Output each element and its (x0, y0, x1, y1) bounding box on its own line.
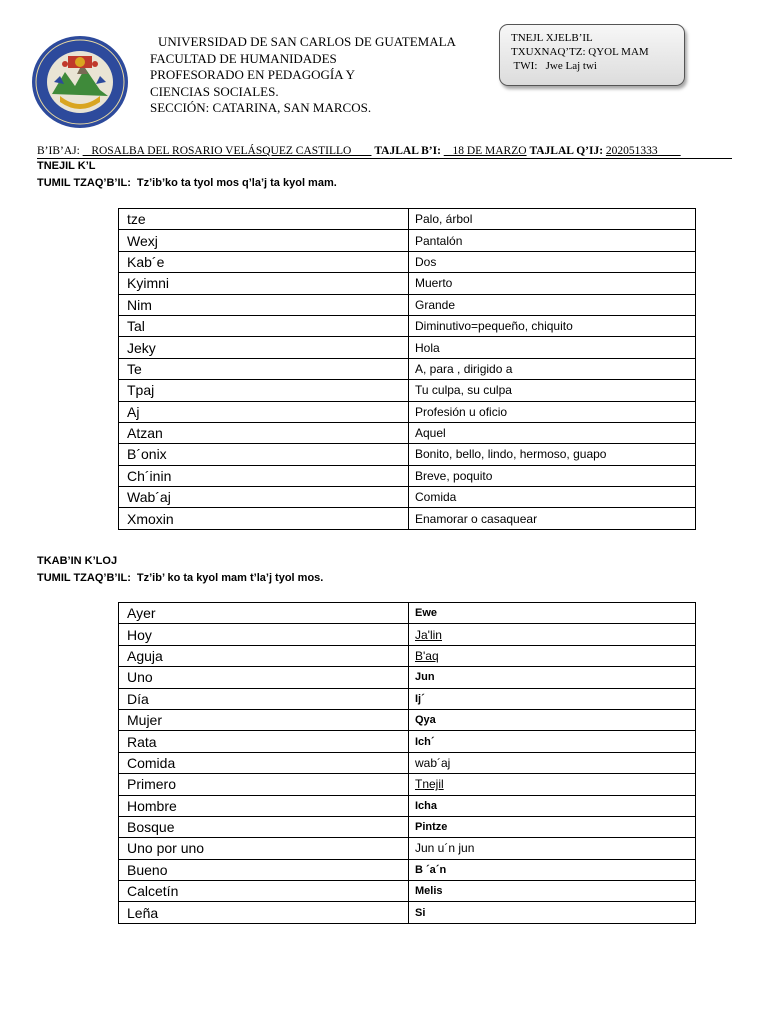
part2-instruction-line (37, 572, 323, 584)
table-row (119, 337, 696, 358)
word-cell: Jeky (119, 337, 409, 358)
translation-cell: Jun (409, 667, 696, 688)
word-cell: Hoy (119, 624, 409, 645)
translation-cell: Dos (409, 251, 696, 272)
table-row (119, 603, 696, 624)
table-row (119, 838, 696, 859)
word-cell: Rata (119, 731, 409, 752)
word-cell: Bosque (119, 816, 409, 837)
table-row (119, 881, 696, 902)
info-line-3: TWI: Jwe Laj twi (511, 60, 597, 72)
student-name-label: B’IB’AJ: (37, 145, 80, 157)
word-cell: Nim (119, 294, 409, 315)
word-cell: Kyimni (119, 273, 409, 294)
table-row (119, 444, 696, 465)
table-row (119, 859, 696, 880)
table-row (119, 752, 696, 773)
translation-cell: Diminutivo=pequeño, chiquito (409, 315, 696, 336)
translation-cell: Jun u´n jun (409, 838, 696, 859)
table-row (119, 508, 696, 529)
course-info-box (499, 24, 685, 86)
vocabulary-table-1 (118, 208, 696, 530)
word-cell: Comida (119, 752, 409, 773)
student-name-value: _ ROSALBA DEL ROSARIO VELÁSQUEZ CASTILLO (82, 145, 372, 157)
word-cell: Uno por uno (119, 838, 409, 859)
part1-instruction-label: TUMIL TZAQ’B’IL: (37, 177, 131, 189)
translation-cell: Ja'lin (409, 624, 696, 645)
translation-cell: A, para , dirigido a (409, 358, 696, 379)
word-cell: Mujer (119, 709, 409, 730)
student-info-line (37, 144, 732, 159)
table-row (119, 380, 696, 401)
word-cell: Te (119, 358, 409, 379)
table-row (119, 209, 696, 230)
word-cell: Ayer (119, 603, 409, 624)
table-row (119, 731, 696, 752)
table-row (119, 401, 696, 422)
word-cell: Hombre (119, 795, 409, 816)
table-row (119, 422, 696, 443)
program-line-2: CIENCIAS SOCIALES. (150, 83, 279, 99)
part1-title: TNEJIL K’L (37, 160, 96, 172)
translation-cell: B'aq (409, 645, 696, 666)
translation-cell: Si (409, 902, 696, 923)
table-row (119, 667, 696, 688)
word-cell: Aguja (119, 645, 409, 666)
table-row (119, 230, 696, 251)
table-row (119, 358, 696, 379)
translation-cell: Tu culpa, su culpa (409, 380, 696, 401)
word-cell: Calcetín (119, 881, 409, 902)
translation-cell: wab´aj (409, 752, 696, 773)
word-cell: Bueno (119, 859, 409, 880)
id-value: 202051333 (605, 145, 681, 157)
translation-cell: Aquel (409, 422, 696, 443)
part2-instruction: Tz’ib’ ko ta kyol mam t’la’j tyol mos. (136, 572, 324, 584)
table-row (119, 645, 696, 666)
translation-cell: Comida (409, 487, 696, 508)
translation-cell: Ich´ (409, 731, 696, 752)
word-cell: Wab´aj (119, 487, 409, 508)
document-header (150, 34, 456, 117)
part2-title: TKAB’IN K’LOJ (37, 555, 118, 567)
word-cell: tze (119, 209, 409, 230)
faculty-name: FACULTAD DE HUMANIDADES (150, 50, 337, 66)
word-cell: Ch´inin (119, 465, 409, 486)
translation-cell: Tnejil (409, 774, 696, 795)
table-row (119, 294, 696, 315)
translation-cell: Hola (409, 337, 696, 358)
table-row (119, 251, 696, 272)
word-cell: B´onix (119, 444, 409, 465)
translation-cell: Icha (409, 795, 696, 816)
section-name: SECCIÓN: CATARINA, SAN MARCOS. (150, 100, 372, 115)
table-row (119, 709, 696, 730)
part1-instruction-line (37, 177, 337, 189)
translation-cell: Enamorar o casaquear (409, 508, 696, 529)
translation-cell: Bonito, bello, lindo, hermoso, guapo (409, 444, 696, 465)
part2-instruction-label: TUMIL TZAQ’B’IL: (37, 572, 131, 584)
university-seal-logo (30, 34, 130, 130)
translation-cell: Pintze (409, 816, 696, 837)
word-cell: Tpaj (119, 380, 409, 401)
vocabulary-table-2 (118, 602, 696, 924)
translation-cell: Muerto (409, 273, 696, 294)
table-row (119, 315, 696, 336)
word-cell: Kab´e (119, 251, 409, 272)
translation-cell: Qya (409, 709, 696, 730)
word-cell: Xmoxin (119, 508, 409, 529)
part1-instruction: Tz’ib’ko ta tyol mos q’la’j ta kyol mam. (136, 177, 337, 189)
date-label: TAJLAL B’I: (374, 145, 441, 157)
translation-cell: Palo, árbol (409, 209, 696, 230)
translation-cell: Breve, poquito (409, 465, 696, 486)
translation-cell: Grande (409, 294, 696, 315)
word-cell: Wexj (119, 230, 409, 251)
translation-cell: Pantalón (409, 230, 696, 251)
word-cell: Día (119, 688, 409, 709)
program-line-1: PROFESORADO EN PEDAGOGÍA Y (150, 67, 356, 82)
table-row (119, 465, 696, 486)
word-cell: Tal (119, 315, 409, 336)
translation-cell: Ij´ (409, 688, 696, 709)
table-row (119, 795, 696, 816)
word-cell: Aj (119, 401, 409, 422)
id-label: TAJLAL Q’IJ: (529, 145, 604, 157)
table-row (119, 816, 696, 837)
date-value: _ 18 DE MARZO (443, 145, 527, 157)
table-row (119, 902, 696, 923)
info-line-2: TXUXNAQ’TZ: QYOL MAM (511, 46, 649, 58)
university-name: UNIVERSIDAD DE SAN CARLOS DE GUATEMALA (158, 34, 456, 49)
word-cell: Primero (119, 774, 409, 795)
table-row (119, 688, 696, 709)
word-cell: Leña (119, 902, 409, 923)
translation-cell: Ewe (409, 603, 696, 624)
translation-cell: Profesión u oficio (409, 401, 696, 422)
table-row (119, 774, 696, 795)
word-cell: Uno (119, 667, 409, 688)
translation-cell: Melis (409, 881, 696, 902)
word-cell: Atzan (119, 422, 409, 443)
table-row (119, 487, 696, 508)
translation-cell: B ´a´n (409, 859, 696, 880)
table-row (119, 273, 696, 294)
table-row (119, 624, 696, 645)
info-line-1: TNEJL XJELB’IL (511, 32, 593, 44)
